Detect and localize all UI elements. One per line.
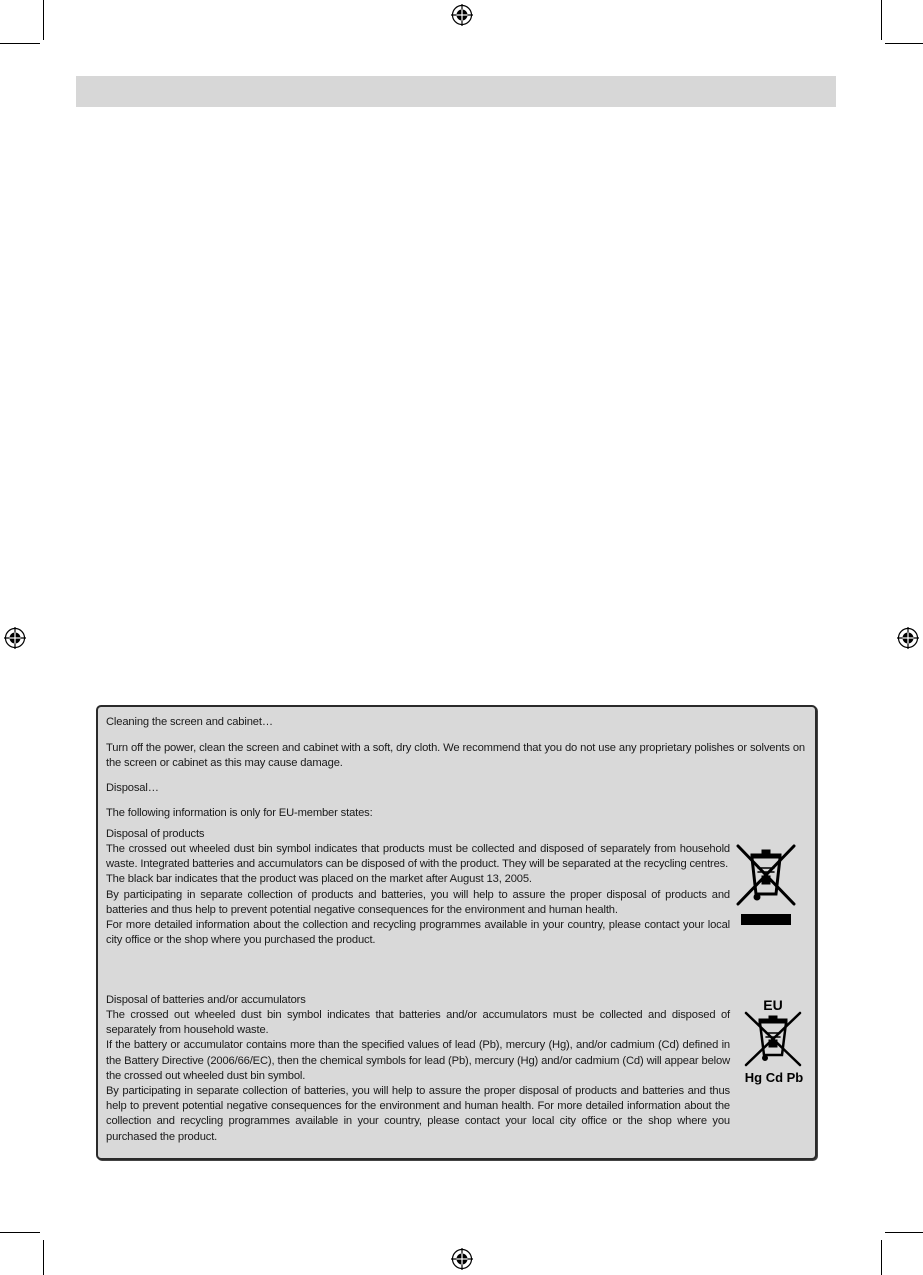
section-header-bar: [76, 76, 836, 107]
crop-mark-top-left-h: [0, 43, 40, 44]
crop-mark-bottom-right-h: [885, 1232, 923, 1233]
batteries-disposal-heading: Disposal of batteries and/or accumulators: [106, 994, 306, 1006]
crossed-out-wheelie-bin-icon: [734, 842, 798, 928]
cleaning-heading: Cleaning the screen and cabinet…: [106, 716, 273, 728]
care-and-disposal-notice: [96, 705, 817, 1160]
products-disposal-heading: Disposal of products: [106, 828, 205, 840]
registration-mark-icon: [451, 1248, 473, 1270]
crop-mark-bottom-left-h: [0, 1232, 40, 1233]
crop-mark-top-right-v: [881, 0, 882, 40]
registration-mark-icon: [4, 627, 26, 649]
eu-member-note: The following information is only for EU-member states:: [106, 807, 373, 819]
crop-mark-top-right-h: [885, 43, 923, 44]
registration-mark-icon: [451, 4, 473, 26]
products-disposal-body: The crossed out wheeled dust bin symbol indicates that products must be collected and disposed of separately from household waste. Integrated batteries and accumulators can be disposed of with the product. They will be separated at the recycling centres. The black bar indicates that the product was placed on the market after August 13, 2005. By participating in separate collection of products and batteries, you will help to assure the proper disposal of products and batteries and thus help to prevent potential negative consequences for the environment and human health. For more detailed information about the collection and recycling programmes available in your country, please contact your local city office or the shop where you purchased the product.: [106, 843, 730, 947]
crossed-out-wheelie-bin-icon: [738, 995, 808, 1087]
crop-mark-bottom-left-v: [43, 1240, 44, 1275]
battery-icon-eu-label: EU: [763, 997, 783, 1013]
disposal-heading: Disposal…: [106, 782, 159, 794]
battery-icon-symbols-label: Hg Cd Pb: [744, 1070, 804, 1085]
registration-mark-icon: [897, 627, 919, 649]
batteries-disposal-body: The crossed out wheeled dust bin symbol indicates that batteries and/or accumulators must be collected and disposed of separately from household waste. If the battery or accumulator contains more than the specified values of lead (Pb), mercury (Hg), and/or cadmium (Cd) defined in the Battery Directive (2006/66/EC), then the chemical symbols for lead (Pb), mercury (Hg) and/or cadmium (Cd) will appear below the crossed out wheeled dust bin symbol. By participating in separate collection of batteries, you will help to assure the proper disposal of products and batteries and thus help to prevent potential negative consequences for the environment and human health. For more detailed information about the collection and recycling programmes available in your country, please contact your local city office or the shop where you purchased the product.: [106, 1009, 730, 1143]
cleaning-body: Turn off the power, clean the screen and cabinet with a soft, dry cloth. We recommend that you do not use any proprietary polishes or solvents on the screen or cabinet as this may cause damage.: [106, 742, 805, 770]
crop-mark-bottom-right-v: [881, 1240, 882, 1275]
crop-mark-top-left-v: [43, 0, 44, 40]
